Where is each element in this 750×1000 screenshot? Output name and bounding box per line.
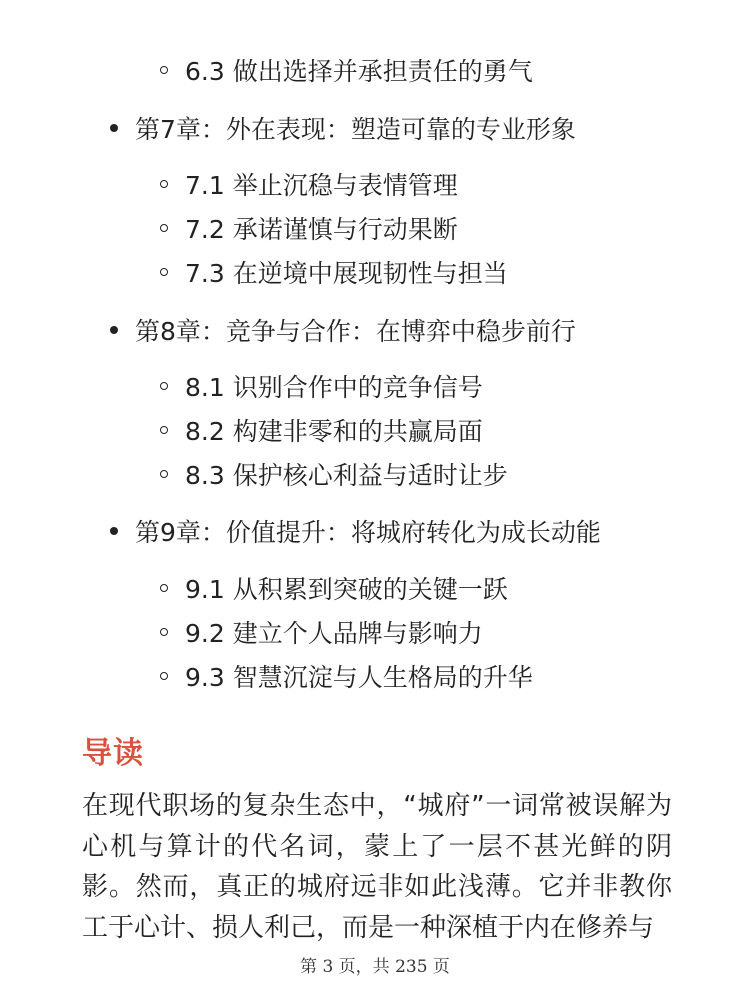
filled-bullet-icon — [110, 527, 118, 535]
hollow-bullet-icon — [160, 470, 168, 478]
toc-entry-text: 6.3 做出选择并承担责任的勇气 — [185, 57, 533, 86]
toc-entry-text: 8.3 保护核心利益与适时让步 — [185, 461, 508, 490]
hollow-bullet-icon — [160, 672, 168, 680]
toc-section-6-3 — [160, 52, 533, 88]
filled-bullet-icon — [110, 326, 118, 334]
toc-section-8-1 — [160, 368, 483, 404]
toc-entry-text: 第8章：竞争与合作：在博弈中稳步前行 — [135, 317, 576, 346]
toc-entry-text: 8.1 识别合作中的竞争信号 — [185, 373, 483, 402]
hollow-bullet-icon — [160, 584, 168, 592]
hollow-bullet-icon — [160, 426, 168, 434]
toc-section-7-3 — [160, 254, 508, 290]
intro-heading: 导读 — [82, 736, 144, 771]
page-number-footer: 第 3 页，共 235 页 — [300, 957, 450, 977]
toc-chapter-8 — [110, 312, 576, 348]
toc-entry-text: 7.3 在逆境中展现韧性与担当 — [185, 259, 508, 288]
toc-entry-text: 7.1 举止沉稳与表情管理 — [185, 171, 458, 200]
toc-section-9-3 — [160, 658, 533, 694]
toc-section-8-3 — [160, 456, 508, 492]
hollow-bullet-icon — [160, 382, 168, 390]
toc-chapter-7 — [110, 110, 576, 146]
toc-chapter-9 — [110, 513, 601, 549]
hollow-bullet-icon — [160, 628, 168, 636]
toc-entry-text: 第7章：外在表现：塑造可靠的专业形象 — [135, 115, 576, 144]
toc-entry-text: 8.2 构建非零和的共赢局面 — [185, 417, 483, 446]
hollow-bullet-icon — [160, 180, 168, 188]
toc-entry-text: 9.2 建立个人品牌与影响力 — [185, 619, 483, 648]
toc-section-7-1 — [160, 166, 458, 202]
hollow-bullet-icon — [160, 66, 168, 74]
toc-section-9-1 — [160, 570, 508, 606]
toc-section-9-2 — [160, 614, 483, 650]
hollow-bullet-icon — [160, 224, 168, 232]
toc-entry-text: 第9章：价值提升：将城府转化为成长动能 — [135, 518, 601, 547]
toc-section-8-2 — [160, 412, 483, 448]
filled-bullet-icon — [110, 124, 118, 132]
toc-entry-text: 9.3 智慧沉淀与人生格局的升华 — [185, 663, 533, 692]
toc-entry-text: 7.2 承诺谨慎与行动果断 — [185, 215, 458, 244]
intro-paragraph: 在现代职场的复杂生态中，“城府”一词常被误解为心机与算计的代名词，蒙上了一层不甚光鲜的阴影。然而，真正的城府远非如此浅薄。它并非教你工于心计、损人利己，而是一种深植于内在修养与 — [82, 791, 672, 943]
toc-section-7-2 — [160, 210, 458, 246]
hollow-bullet-icon — [160, 268, 168, 276]
toc-entry-text: 9.1 从积累到突破的关键一跃 — [185, 575, 508, 604]
